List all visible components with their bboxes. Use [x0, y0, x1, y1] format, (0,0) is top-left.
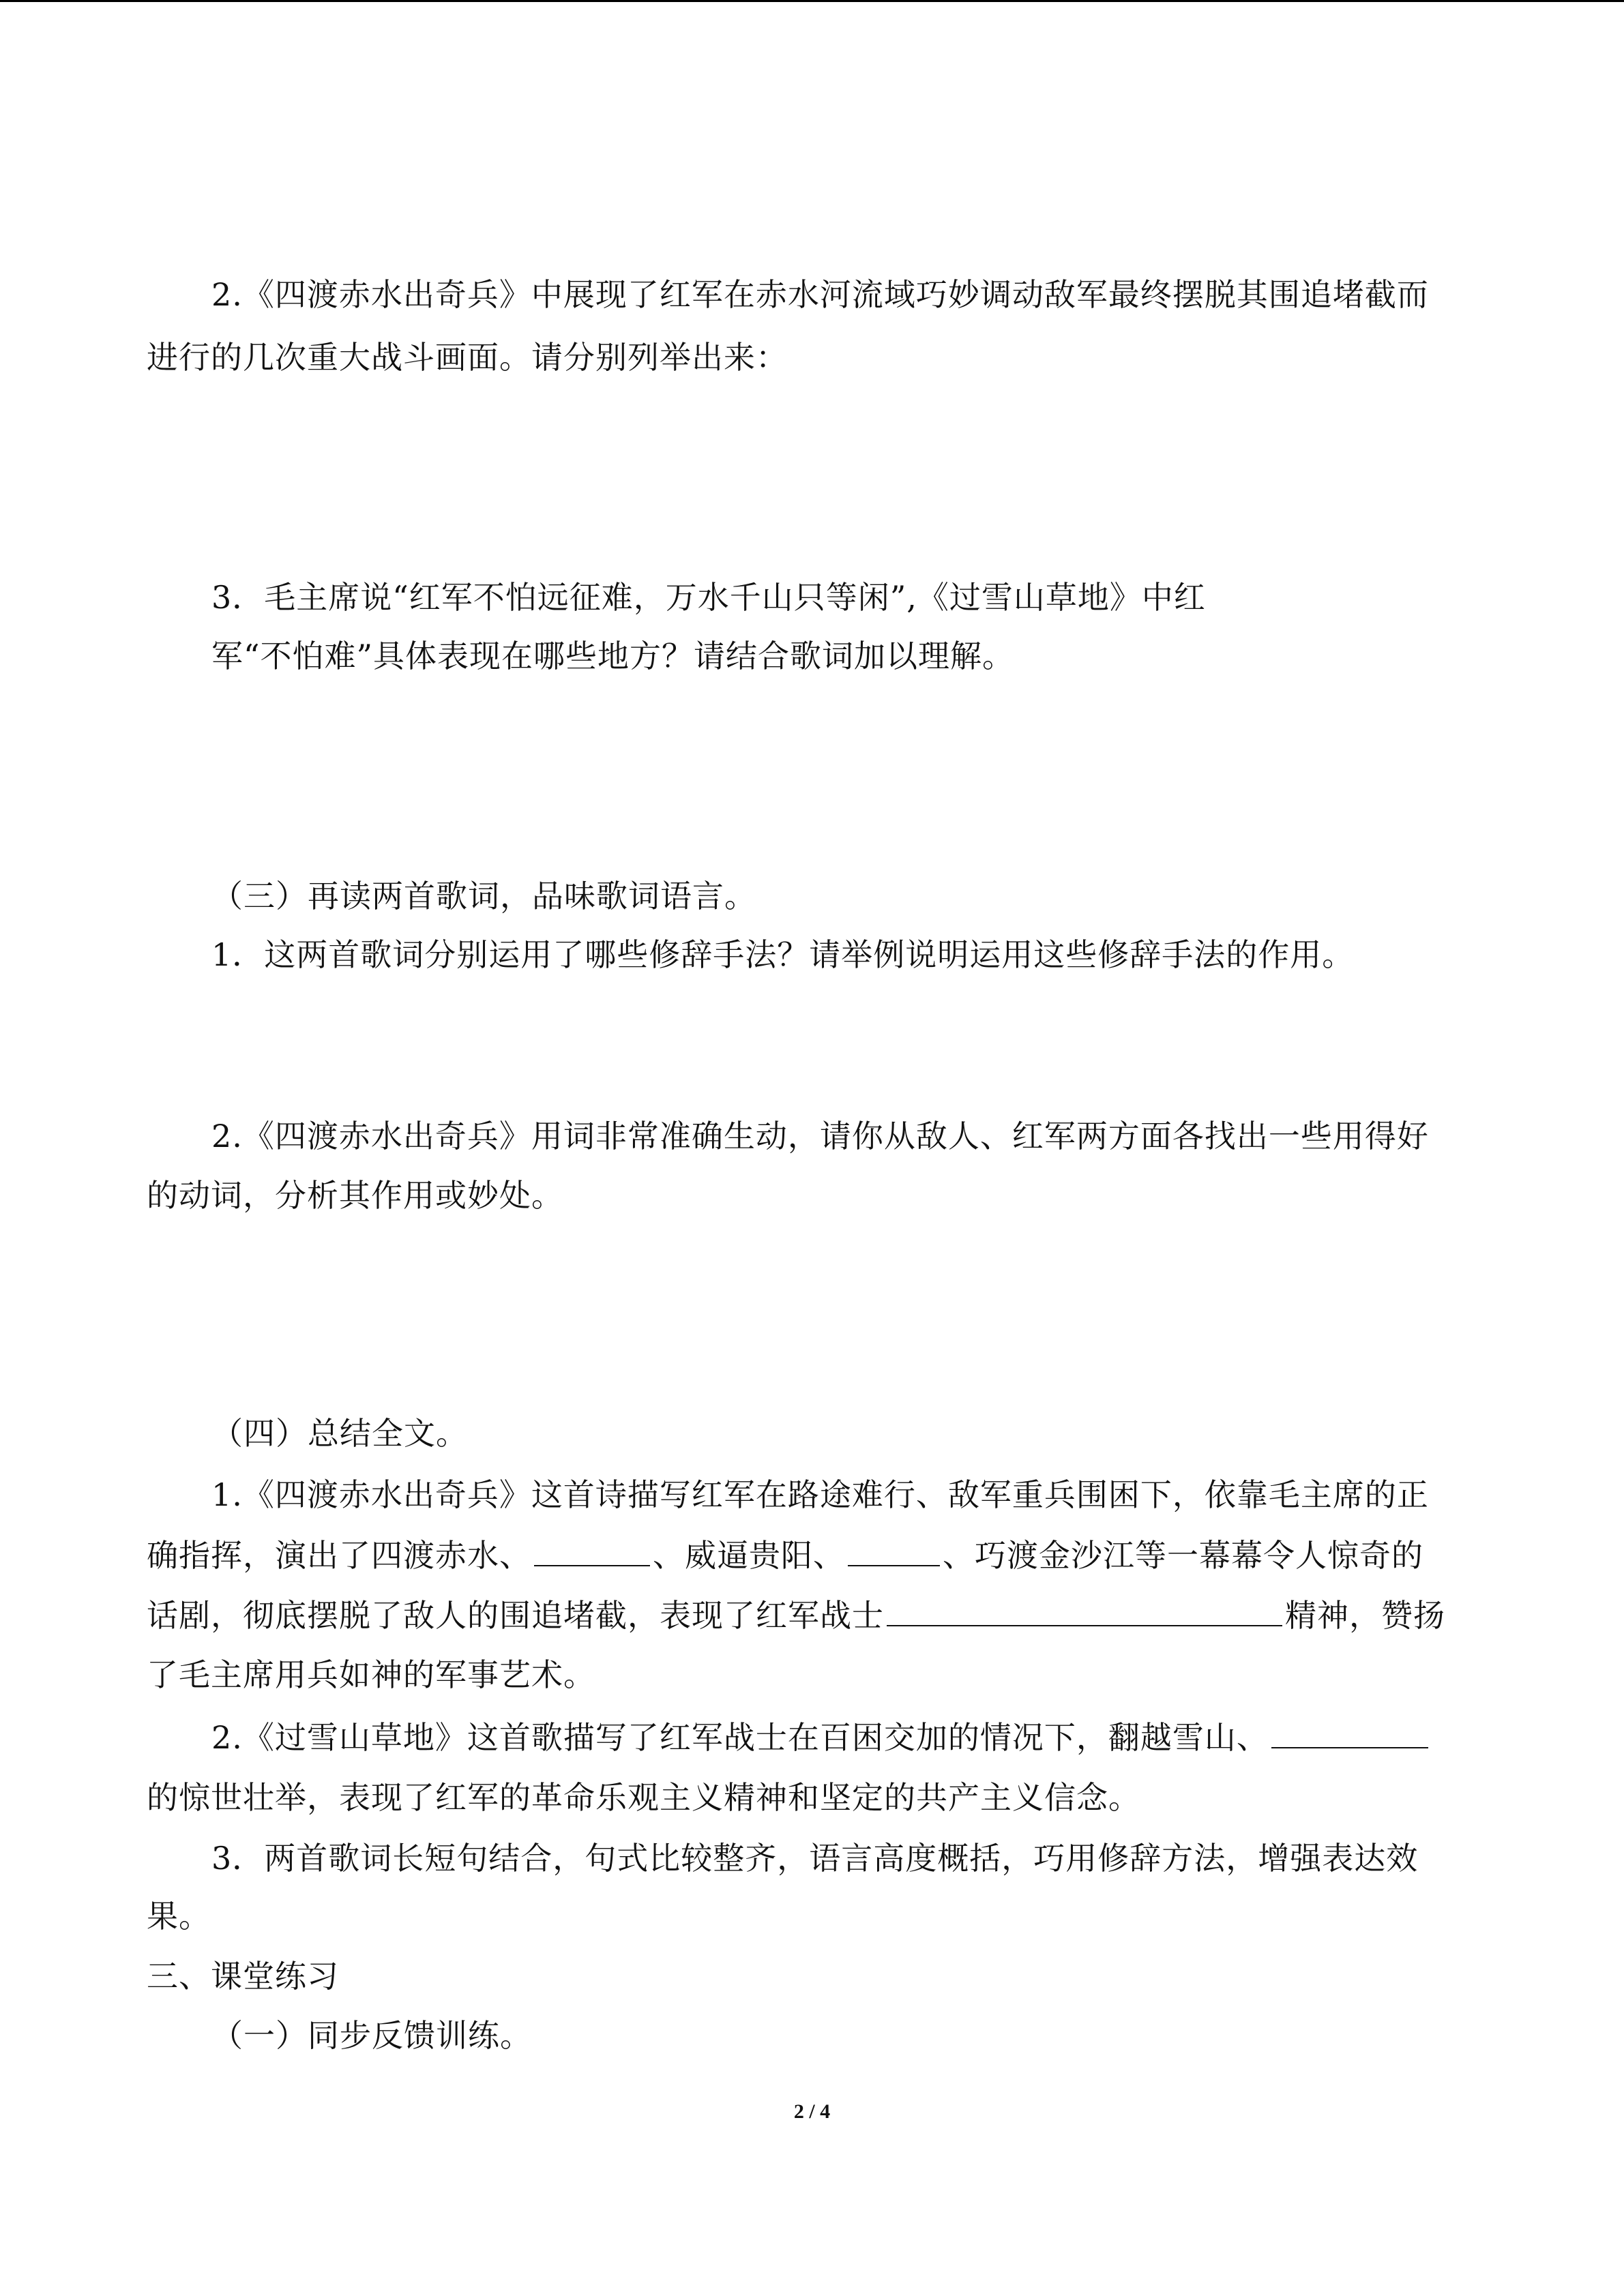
p1-line2-text-b: 、威逼贵阳、	[653, 1537, 845, 1574]
section4-heading: （四）总结全文。	[211, 1415, 468, 1452]
page-number: 2 / 4	[793, 2100, 831, 2123]
q2-line1: 2.《四渡赤水出奇兵》中展现了红军在赤水河流域巧妙调动敌军最终摆脱其围追堵截而	[211, 276, 1429, 313]
section3-q2-line1: 2.《四渡赤水出奇兵》用词非常准确生动，请你从敌人、红军两方面各找出一些用得好	[211, 1118, 1429, 1154]
q3-line1: 3．毛主席说“红军不怕远征难，万水千山只等闲”,《过雪山草地》中红	[211, 579, 1206, 616]
top-border-rule	[0, 0, 1624, 2]
section3-q1: 1．这两首歌词分别运用了哪些修辞手法？请举例说明运用这些修辞手法的作用。	[211, 936, 1355, 973]
section3-heading: （三）再读两首歌词，品味歌词语言。	[211, 878, 756, 914]
q3-line2: 军“不怕难”具体表现在哪些地方？请结合歌词加以理解。	[211, 638, 1015, 674]
part3-heading: 三、课堂练习	[147, 1958, 339, 1995]
section4-p2-line2: 的惊世壮举，表现了红军的革命乐观主义精神和坚定的共产主义信念。	[147, 1779, 1140, 1816]
section4-p3-line1: 3．两首歌词长短句结合，句式比较整齐，语言高度概括，巧用修辞方法，增强表达效	[211, 1840, 1419, 1877]
p1-line3-text-b: 精神，赞扬	[1285, 1597, 1445, 1634]
section4-p1-line1: 1.《四渡赤水出奇兵》这首诗描写红军在路途难行、敌军重兵围困下，依靠毛主席的正	[211, 1476, 1429, 1513]
section4-p1-line2	[147, 1535, 1483, 1576]
fill-blank-4[interactable]	[1271, 1717, 1428, 1748]
p2-line1-text: 2.《过雪山草地》这首歌描写了红军战士在百困交加的情况下，翻越雪山、	[211, 1719, 1269, 1756]
fill-blank-3[interactable]	[887, 1595, 1282, 1626]
section4-p3-line2: 果。	[147, 1898, 211, 1935]
section4-p2-line1	[211, 1717, 1548, 1758]
q2-line2: 进行的几次重大战斗画面。请分别列举出来：	[147, 339, 788, 376]
p1-line3-text-a: 话剧，彻底摆脱了敌人的围追堵截，表现了红军战士	[147, 1597, 884, 1634]
part3-sub1: （一）同步反馈训练。	[211, 2017, 532, 2054]
section4-p1-line4: 了毛主席用兵如神的军事艺术。	[147, 1656, 595, 1693]
fill-blank-1[interactable]	[534, 1535, 650, 1566]
section3-q2-line2: 的动词，分析其作用或妙处。	[147, 1177, 563, 1214]
section4-p1-line3	[147, 1595, 1483, 1636]
p1-line2-text-a: 确指挥，演出了四渡赤水、	[147, 1537, 531, 1574]
p1-line2-text-c: 、巧渡金沙江等一幕幕令人惊奇的	[943, 1537, 1423, 1574]
fill-blank-2[interactable]	[848, 1535, 940, 1566]
